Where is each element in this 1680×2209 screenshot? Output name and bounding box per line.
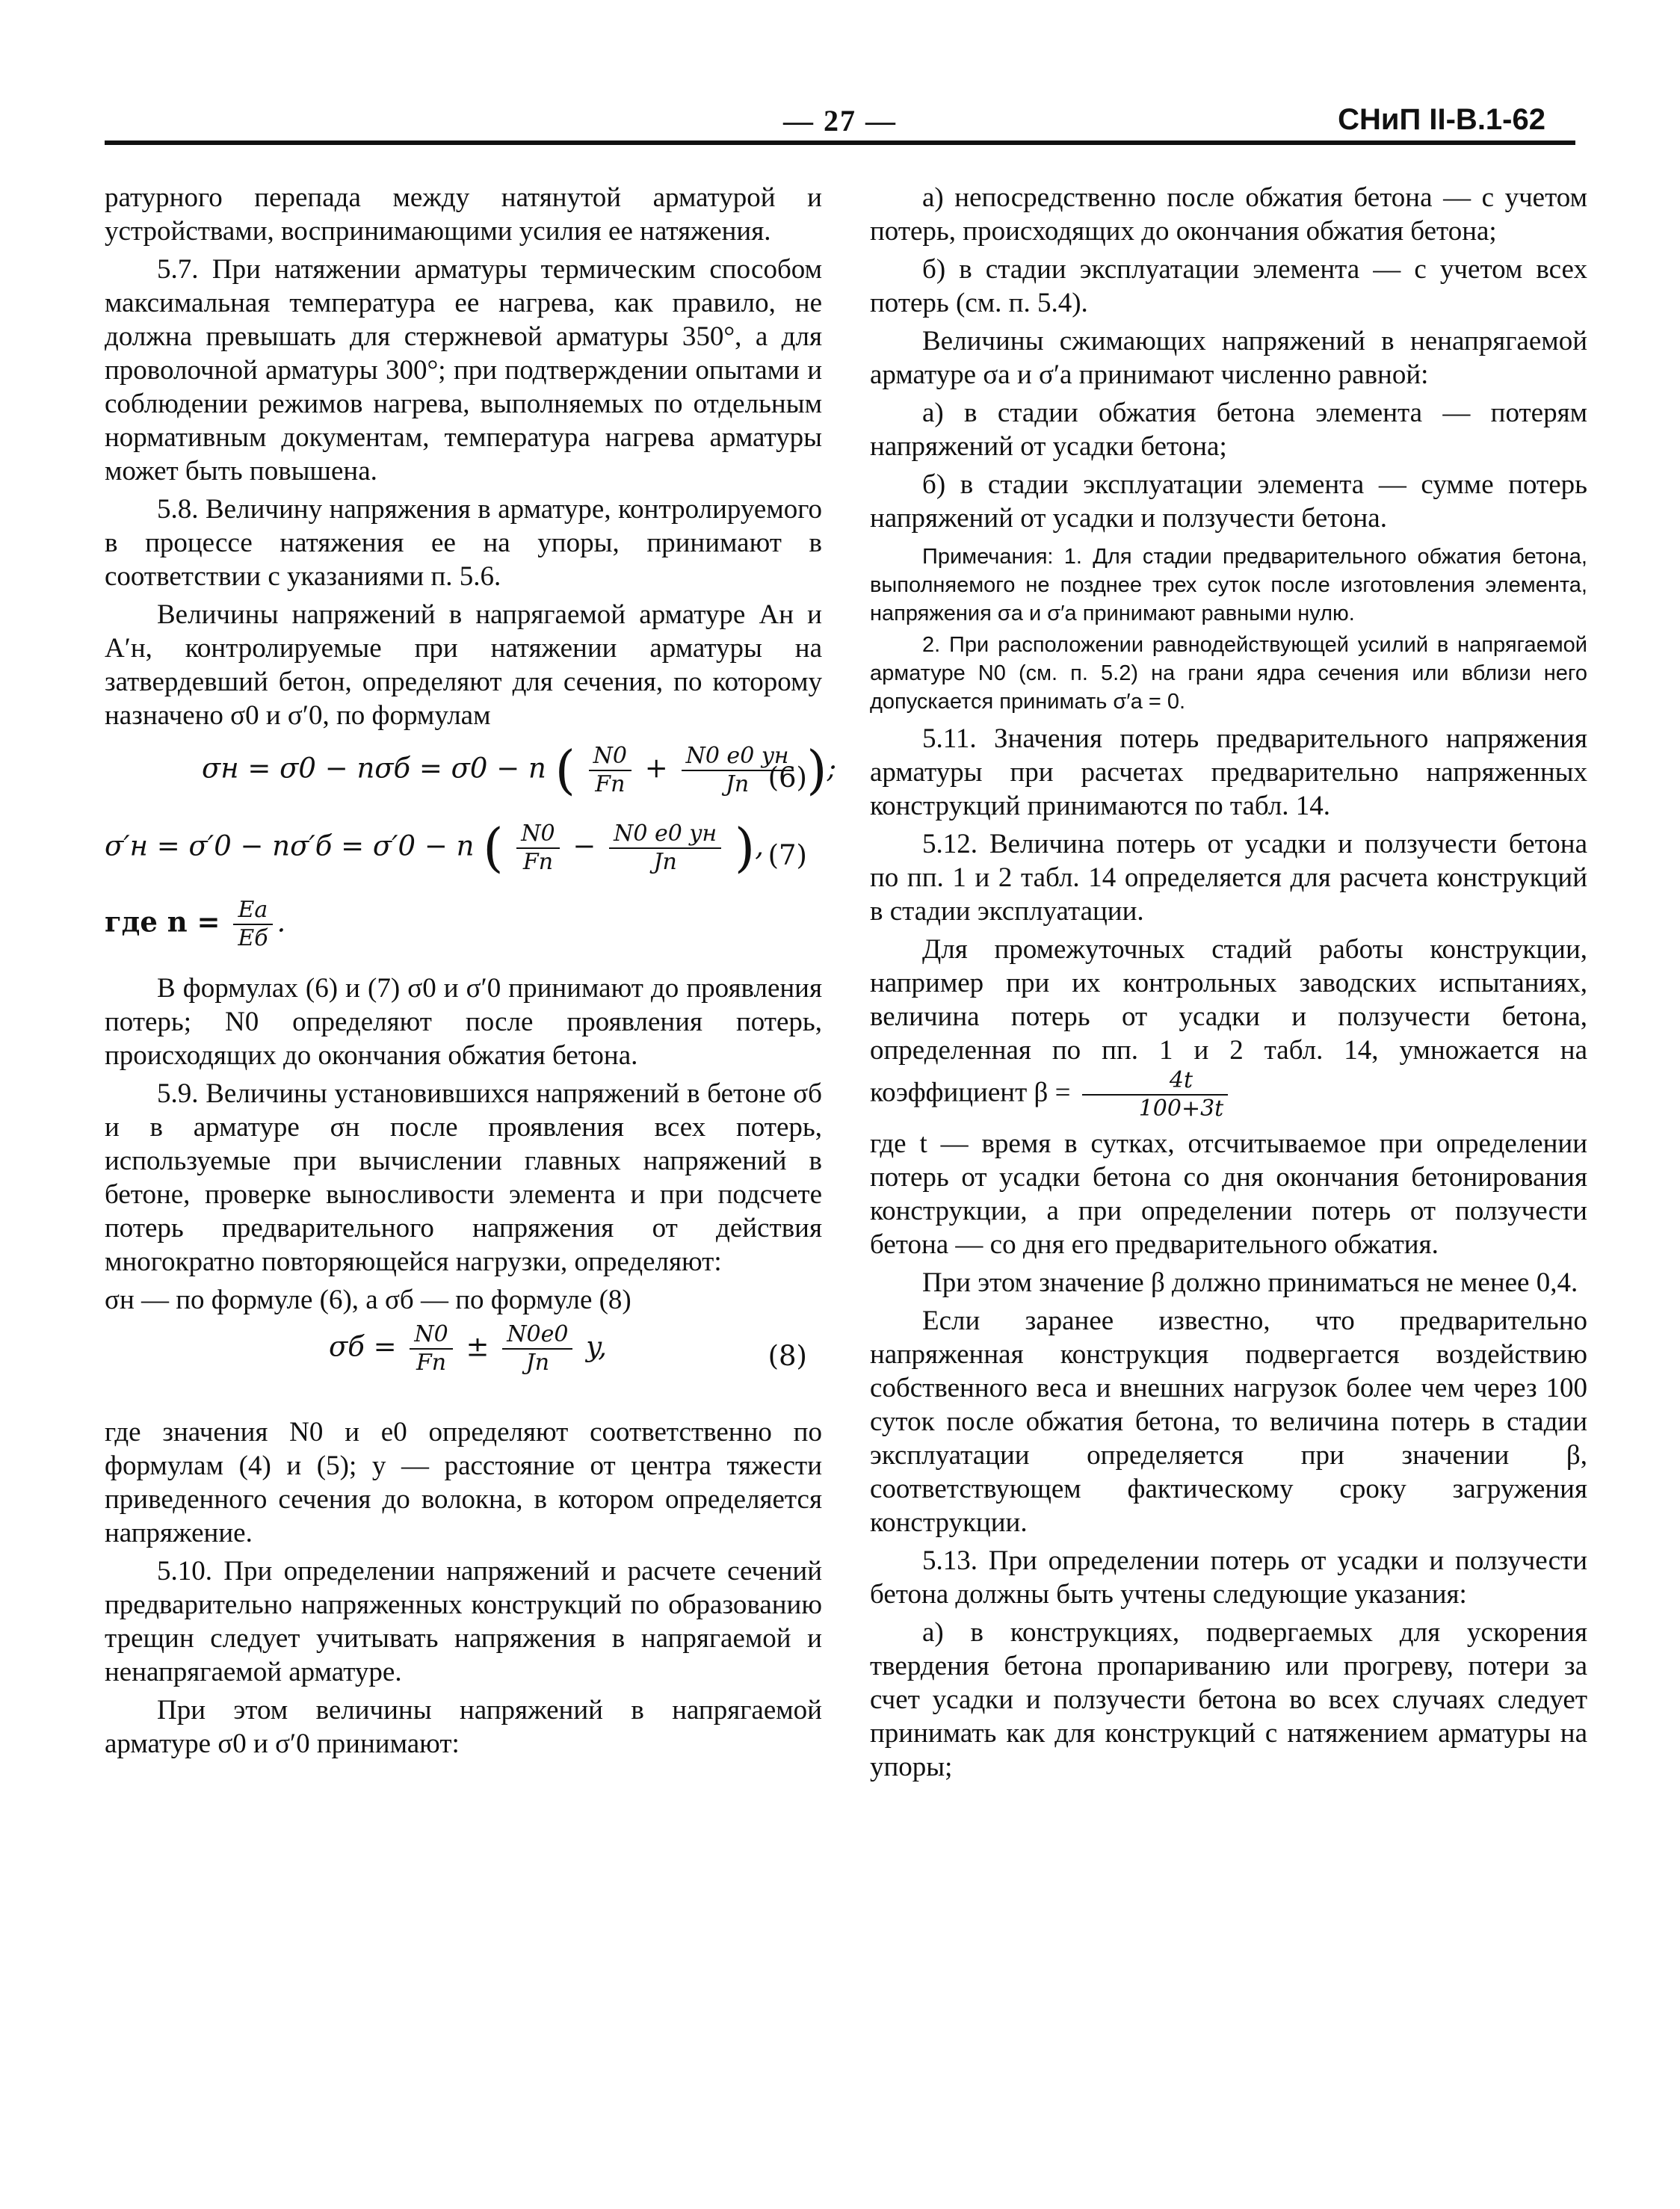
paren-open: ( [555,739,575,801]
formula-8-lhs: σб = [329,1330,397,1363]
note-2: 2. При расположении равнодействующей усилий в напрягаемой арматуре N0 (см. п. 5.2) на грани ядра сечения или вблизи него допускается принимать σ′а = 0. [870,633,1587,714]
list-item: а) в стадии обжатия бетона элемента — потерям напряжений от усадки бетона; [870,398,1587,462]
fraction-denominator: 100+3t [1138,1096,1224,1122]
fraction-denominator: Fп [416,1350,447,1376]
paragraph: σн — по формуле (6), а σб — по формуле (8) [105,1285,631,1315]
formula-number: (8) [768,1340,807,1372]
document-code: СНиП II-В.1-62 [1338,103,1545,136]
fraction [233,897,272,952]
page-number: — 27 — [783,104,897,138]
formula-where-n [105,897,822,964]
paragraph: ратурного перепада между натянутой арматурой и устройствами, воспринимающими усилия ее натяжения. [105,182,822,247]
paragraph: Величины напряжений в напрягаемой арматуре Aн и A′н, контролируемые при натяжении арматуры на затвердевший бетон, определяют для сечения, по которому назначено σ0 и σ′0, по формулам [105,599,822,731]
formula-number: (6) [768,761,807,794]
list-item: б) в стадии эксплуатации элемента — с учетом всех потерь (см. п. 5.4). [870,254,1587,318]
section-5-11: 5.11. Значения потерь предварительного напряжения арматуры при расчетах предварительно напряженных конструкций принимаются по табл. 14. [870,723,1587,821]
paragraph: При этом величины напряжений в напрягаемой арматуре σ0 и σ′0 принимают: [105,1695,822,1759]
note-1: Примечания: 1. Для стадии предварительного обжатия бетона, выполняемого не позднее трех суток после изготовления элемента, напряжения σа и σ′а принимают равными нулю. [870,545,1587,625]
operator: ± [466,1330,490,1363]
paragraph [870,933,1587,1122]
fraction-numerator: N0 [516,821,559,849]
fraction-denominator: Jп [525,1350,550,1376]
fraction-numerator: N0e0 [502,1321,572,1350]
fraction-denominator: Fп [595,771,626,797]
formula-6 [202,739,837,815]
paragraph: Величины сжимающих напряжений в ненапрягаемой арматуре σа и σ′а принимают численно равной: [870,326,1587,390]
punctuation: , [755,829,764,862]
fraction [502,1321,572,1377]
list-item: а) непосредственно после обжатия бетона — с учетом потерь, происходящих до окончания обжатия бетона; [870,182,1587,247]
fraction-denominator: Fп [522,849,554,875]
paragraph: где t — время в сутках, отсчитываемое при определении потерь от усадки бетона со дня окончания бетонирования конструкции, а при определении потерь от ползучести бетона — со дня его предварительного обжатия. [870,1128,1587,1260]
fraction-numerator: Eа [233,897,272,925]
paragraph: В формулах (6) и (7) σ0 и σ′0 принимают до проявления потерь; N0 определяют после проявления потерь, происходящих до окончания обжатия бетона. [105,973,822,1071]
paren-close: ) [734,817,756,879]
formula-tail: y, [586,1330,607,1363]
fraction [516,821,559,876]
operator: + [644,752,668,785]
fraction [410,1321,452,1377]
section-5-8: 5.8. Величину напряжения в арматуре, контролируемого в процессе натяжения ее на упоры, принимают в соответствии с указаниями п. 5.6. [105,494,822,592]
formula-number: (7) [768,839,807,871]
paragraph: где значения N0 и e0 определяют соответственно по формулам (4) и (5); y — расстояние от центра тяжести приведенного сечения до волокна, в котором определяется напряжение. [105,1417,822,1548]
fraction-denominator: Jп [653,849,677,875]
section-5-7: 5.7. При натяжении арматуры термическим способом максимальная температура ее нагрева, как правило, не должна превышать для стержневой арматуры 350°, а для проволочной арматуры 300°; при подтверждении опытами и соблюдении режимов нагрева, выполняемых по отдельным нормативным документам, температура нагрева арматуры может быть повышена. [105,254,822,486]
paragraph: Если заранее известно, что предварительно напряженная конструкция подвергается воздействию собственного веса и внешних нагрузок более чем через 100 суток после обжатия бетона, то величина потерь в стадии эксплуатации определяется при значении β, соответствующем фактическому сроку загружения конструкции. [870,1306,1587,1538]
formula-7-lhs: σ′н = σ′0 − nσ′б = σ′0 − n [105,829,475,862]
punctuation: . [277,906,286,939]
section-5-13: 5.13. При определении потерь от усадки и ползучести бетона должны быть учтены следующие указания: [870,1545,1587,1610]
paren-open: ( [483,817,504,879]
paragraph-text: Для промежуточных стадий работы конструкции, например при их контрольных заводских испытаниях, величина потерь от усадки и ползучести бетона, определенная по пп. 1 и 2 табл. 14, умножается на коэффициент β = [870,934,1587,1108]
fraction-numerator: N0 [410,1321,452,1350]
fraction-numerator: N0 e0 yн [682,743,794,771]
formula-7 [105,817,822,892]
fraction-numerator: N0 e0 yн [609,821,721,849]
list-item: а) в конструкциях, подвергаемых для ускорения твердения бетона пропариванию или прогреву, потери за счет усадки и ползучести бетона во всех случаях следует принимать как для конструкций с натяжением арматуры на упоры; [870,1617,1587,1782]
punctuation: ; [827,752,837,785]
section-5-9: 5.9. Величины установившихся напряжений в бетоне σб и в арматуре σн после проявления всех потерь, используемые при вычислении главных напряжений в бетоне, проверке выносливости элемента и при подсчете потерь предварительного напряжения от действия многократно повторяющейся нагрузки, определяют: [105,1078,822,1277]
operator: − [572,829,596,862]
right-column [870,181,1587,1788]
notes-block [870,543,1587,716]
fraction [589,743,631,798]
fraction-numerator: N0 [589,743,631,771]
paragraph: При этом значение β должно приниматься не менее 0,4. [922,1267,1578,1298]
beta-fraction [1082,1067,1229,1122]
formula-6-lhs: σн = σ0 − nσб = σ0 − n [202,752,546,785]
fraction-numerator: 4t [1082,1067,1229,1096]
formula-8 [329,1321,822,1393]
list-item: б) в стадии эксплуатации элемента — сумме потерь напряжений от усадки и ползучести бетона. [870,469,1587,534]
left-column [105,181,837,1765]
header-rule [105,140,1575,145]
page-header [105,103,1575,145]
section-5-10: 5.10. При определении напряжений и расчете сечений предварительно напряженных конструкций по образованию трещин следует учитывать напряжения в напрягаемой и ненапрягаемой арматуре. [105,1556,822,1687]
fraction-denominator: Eб [238,925,268,951]
section-5-12: 5.12. Величина потерь от усадки и ползучести бетона по пп. 1 и 2 табл. 14 определяется для расчета конструкций в стадии эксплуатации. [870,829,1587,927]
where-label: где n = [105,905,220,939]
paren-close: ) [806,739,827,801]
fraction-denominator: Jп [725,771,750,797]
fraction [609,821,721,876]
